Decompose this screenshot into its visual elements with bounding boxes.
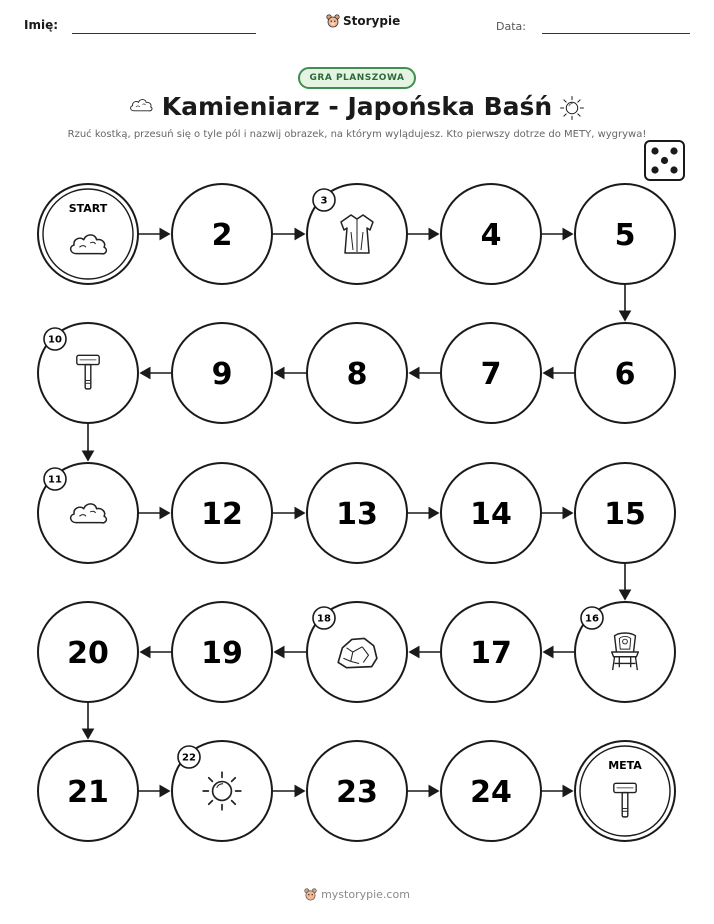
board-square-1: [38, 184, 138, 284]
board-square-21: [38, 741, 138, 841]
date-label: Data:: [496, 20, 526, 33]
square-number: 12: [201, 497, 243, 532]
board-square-22: [172, 741, 272, 841]
board-square-13: [307, 463, 407, 563]
board-square-25: [575, 741, 675, 841]
dice-five-icon: [645, 141, 684, 180]
footer: [0, 888, 714, 901]
board-square-15: [575, 463, 675, 563]
square-circle: [575, 741, 675, 841]
board-square-16: [575, 602, 675, 702]
page-title: Kamieniarz - Japońska Baśń: [161, 92, 553, 121]
board-square-4: [441, 184, 541, 284]
footer-url: mystorypie.com: [321, 888, 410, 901]
square-number: 18: [317, 613, 331, 625]
finish-label: META: [608, 759, 642, 772]
board-squares: [38, 184, 675, 841]
board-square-8: [307, 323, 407, 423]
square-number: 7: [480, 357, 502, 392]
square-number: 13: [336, 497, 378, 532]
board-square-5: [575, 184, 675, 284]
board-square-7: [441, 323, 541, 423]
square-number: 2: [211, 218, 233, 253]
instructions: Rzuć kostką, przesuń się o tyle pól i nazwij obrazek, na którym wylądujesz. Kto pierwszy dotrze do METY, wygrywa!: [67, 129, 647, 140]
board-square-3: [307, 184, 407, 284]
board-square-17: [441, 602, 541, 702]
bear-icon: [304, 888, 317, 901]
title-sun-icon: [561, 97, 584, 120]
board-square-24: [441, 741, 541, 841]
title-cloud-icon: [131, 100, 152, 111]
square-number: 24: [470, 775, 512, 810]
board-square-14: [441, 463, 541, 563]
square-number: 19: [201, 636, 243, 671]
square-number: 8: [346, 357, 368, 392]
square-number: 14: [470, 497, 512, 532]
board-square-9: [172, 323, 272, 423]
square-number: 3: [320, 195, 328, 207]
board-square-19: [172, 602, 272, 702]
board-square-11: [38, 463, 138, 563]
square-number: 17: [470, 636, 512, 671]
square-number: 15: [604, 497, 646, 532]
brand-name: Storypie: [343, 14, 401, 28]
square-number: 10: [48, 334, 62, 346]
square-number: 5: [614, 218, 636, 253]
board-square-18: [307, 602, 407, 702]
square-number: 21: [67, 775, 109, 810]
square-number: 9: [211, 357, 233, 392]
square-number: 6: [614, 357, 636, 392]
square-number: 11: [48, 474, 62, 486]
board-square-20: [38, 602, 138, 702]
square-number: 4: [480, 218, 502, 253]
category-badge: GRA PLANSZOWA: [298, 67, 416, 89]
square-number: 23: [336, 775, 378, 810]
board-square-6: [575, 323, 675, 423]
square-circle: [38, 184, 138, 284]
board-square-2: [172, 184, 272, 284]
start-label: START: [68, 202, 108, 215]
board-square-23: [307, 741, 407, 841]
board-square-12: [172, 463, 272, 563]
square-number: 16: [585, 613, 599, 625]
square-number: 20: [67, 636, 109, 671]
square-number: 22: [182, 752, 196, 764]
name-label: Imię:: [24, 18, 59, 32]
board-square-10: [38, 323, 138, 423]
